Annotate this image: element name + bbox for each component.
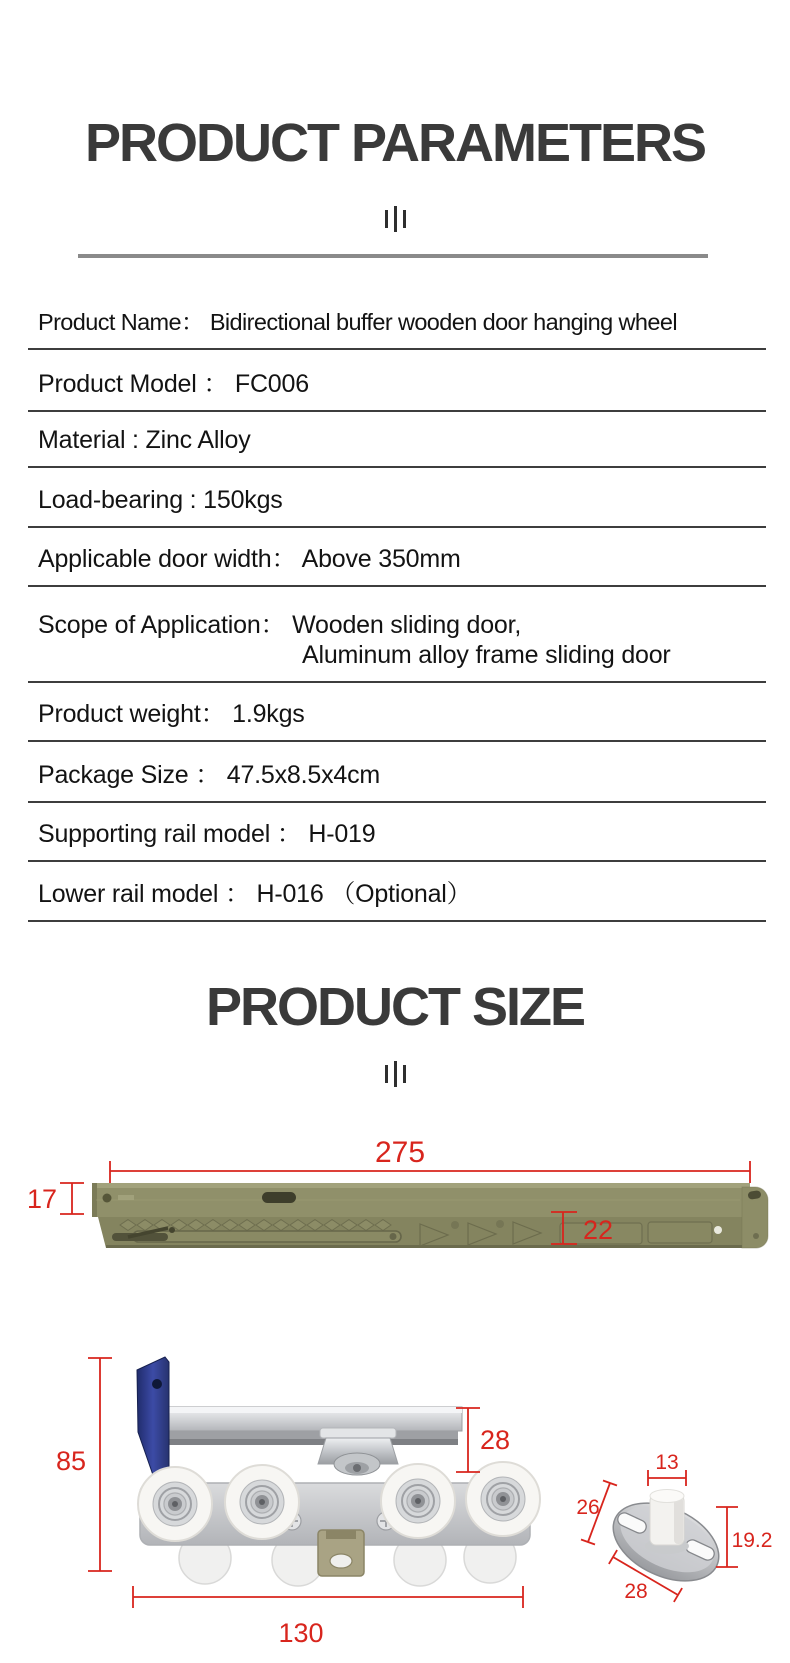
spec-text: Load-bearing : 150kgs: [38, 485, 283, 514]
svg-text:28: 28: [624, 1580, 648, 1603]
roller-wheel: [225, 1465, 299, 1539]
spec-row-package-size: [28, 742, 766, 803]
svg-text:275: 275: [374, 1136, 426, 1169]
svg-text:28: 28: [479, 1425, 511, 1455]
roller-wheel: [138, 1467, 212, 1541]
spec-text: Product Name： Bidirectional buffer wooden door hanging wheel: [38, 309, 677, 336]
spec-row-product-model: [28, 350, 766, 412]
spec-row-lower-rail: [28, 862, 766, 922]
carriage-width-dim: [133, 1586, 523, 1648]
spec-row-product-name: [28, 258, 766, 350]
floor-guide-illustration: [601, 1488, 731, 1597]
rail-illustration: [92, 1183, 768, 1248]
spec-text: Scope of Application： Wooden sliding door,: [38, 611, 522, 639]
spec-table: [28, 258, 766, 922]
spec-row-load-bearing: [28, 468, 766, 528]
rail-length-dim: [110, 1136, 750, 1183]
svg-text:22: 22: [582, 1215, 614, 1245]
spec-text: Product Model ： FC006: [38, 369, 309, 398]
roller-wheel: [381, 1464, 455, 1538]
carriage-height-dim: [56, 1358, 112, 1571]
spec-row-supporting-rail: [28, 803, 766, 862]
spec-text: Supporting rail model ： H-019: [38, 819, 376, 848]
product-parameters-title: PRODUCT PARAMETERS: [84, 113, 705, 173]
guide-height-dim: [716, 1507, 772, 1567]
svg-text:130: 130: [278, 1618, 324, 1648]
guide-pin-width-dim: [648, 1451, 686, 1486]
divider-ornament: [0, 205, 790, 233]
rail-height-dim: [27, 1183, 84, 1214]
spec-text: Material : Zinc Alloy: [38, 425, 251, 454]
spec-text: Product weight： 1.9kgs: [38, 699, 305, 728]
svg-text:19.2: 19.2: [731, 1529, 773, 1552]
product-size-title: PRODUCT SIZE: [205, 977, 585, 1037]
svg-text:85: 85: [55, 1446, 87, 1476]
guide-side-dim: [576, 1481, 617, 1545]
svg-text:26: 26: [576, 1496, 600, 1519]
roller-wheel: [466, 1462, 540, 1536]
svg-text:13: 13: [655, 1451, 679, 1474]
spec-row-material: [28, 412, 766, 468]
size-diagram-svg: [0, 1040, 790, 1663]
spec-row-scope: [28, 587, 766, 683]
spec-text: Lower rail model ： H-016 （Optional）: [38, 879, 472, 908]
spec-text: Applicable door width： Above 350mm: [38, 544, 461, 573]
spec-row-weight: [28, 683, 766, 742]
spec-text: Package Size ： 47.5x8.5x4cm: [38, 760, 381, 789]
spec-text: Aluminum alloy frame sliding door: [302, 640, 671, 669]
spec-row-door-width: [28, 528, 766, 587]
svg-text:17: 17: [26, 1184, 58, 1214]
